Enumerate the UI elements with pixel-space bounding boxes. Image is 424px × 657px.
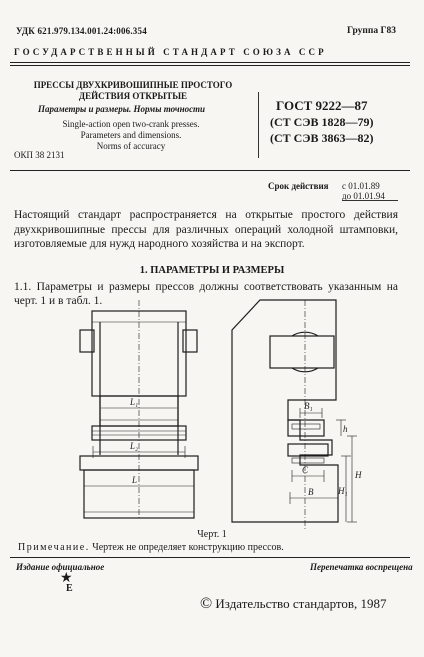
udk-code: УДК 621.979.134.001.24:006.354 xyxy=(16,26,147,36)
label-L: L xyxy=(132,475,138,485)
st-sev-2: (СТ СЭВ 3863—82) xyxy=(270,131,374,145)
label-h: h xyxy=(343,424,348,434)
intro-paragraph: Настоящий стандарт распространяется на открытые простого действия двухкривошипные прессы для различных операций холодной штамповки, изготовляемые для нужд народного хозяйства и на экспорт. xyxy=(14,209,398,250)
official-edition: Издание официальное xyxy=(16,562,105,572)
standard-title-line: ГОСУДАРСТВЕННЫЙ СТАНДАРТ СОЮЗА ССР xyxy=(14,47,327,57)
label-L2: L₂ xyxy=(130,441,139,451)
front-view xyxy=(80,300,198,520)
footer-rule xyxy=(10,557,410,558)
gost-number: ГОСТ 9222—87 xyxy=(276,98,368,113)
validity-to: до 01.01.94 xyxy=(342,191,385,201)
label-H: H xyxy=(355,470,362,480)
subtitle-ru: Параметры и размеры. Нормы точности xyxy=(38,104,206,114)
title-ru-line2: ДЕЙСТВИЯ ОТКРЫТЫЕ xyxy=(78,91,188,101)
note-prefix: Примечание. xyxy=(18,542,90,553)
figure-note xyxy=(18,542,284,553)
side-bolster xyxy=(288,444,328,456)
copyright xyxy=(200,595,387,613)
reprint-notice: Перепечатка воспрещена xyxy=(310,562,413,572)
right-gear-cover xyxy=(183,330,197,352)
edition-letter: Е xyxy=(66,583,73,594)
section-title: 1. ПАРАМЕТРЫ И РАЗМЕРЫ xyxy=(139,265,285,276)
title-en-line2: Parameters and dimensions. xyxy=(80,130,182,140)
label-C: C xyxy=(302,465,309,475)
side-view xyxy=(232,300,362,530)
okp-code: ОКП 38 2131 xyxy=(14,150,65,160)
label-B1: B₁ xyxy=(304,401,313,411)
validity-from: с 01.01.89 xyxy=(342,181,380,191)
copyright-icon: © xyxy=(200,595,213,612)
validity-label: Срок действия xyxy=(268,181,329,191)
side-slide xyxy=(288,420,324,436)
star-icon: ★ xyxy=(60,571,73,586)
paragraph-1-1: 1.1. Параметры и размеры прессов должны соответствовать указанным на черт. 1 и в табл. 1. xyxy=(14,281,398,307)
figure-caption: Черт. 1 xyxy=(197,529,227,540)
label-B: B xyxy=(308,487,314,497)
title-ru-line1: ПРЕССЫ ДВУХКРИВОШИПНЫЕ ПРОСТОГО xyxy=(33,80,233,90)
title-en-line1: Single-action open two-crank presses. xyxy=(62,119,200,129)
group-code: Группа Г83 xyxy=(347,26,396,36)
st-sev-1: (СТ СЭВ 1828—79) xyxy=(270,115,374,129)
copyright-text: Издательство стандартов, 1987 xyxy=(215,596,387,611)
label-L1: L₁ xyxy=(130,397,139,407)
label-H1: H₁ xyxy=(338,486,348,496)
crank-housing xyxy=(270,336,334,368)
note-text: Чертеж не определяет конструкцию прессов. xyxy=(89,542,284,553)
title-en-line3: Norms of accuracy xyxy=(96,141,166,151)
